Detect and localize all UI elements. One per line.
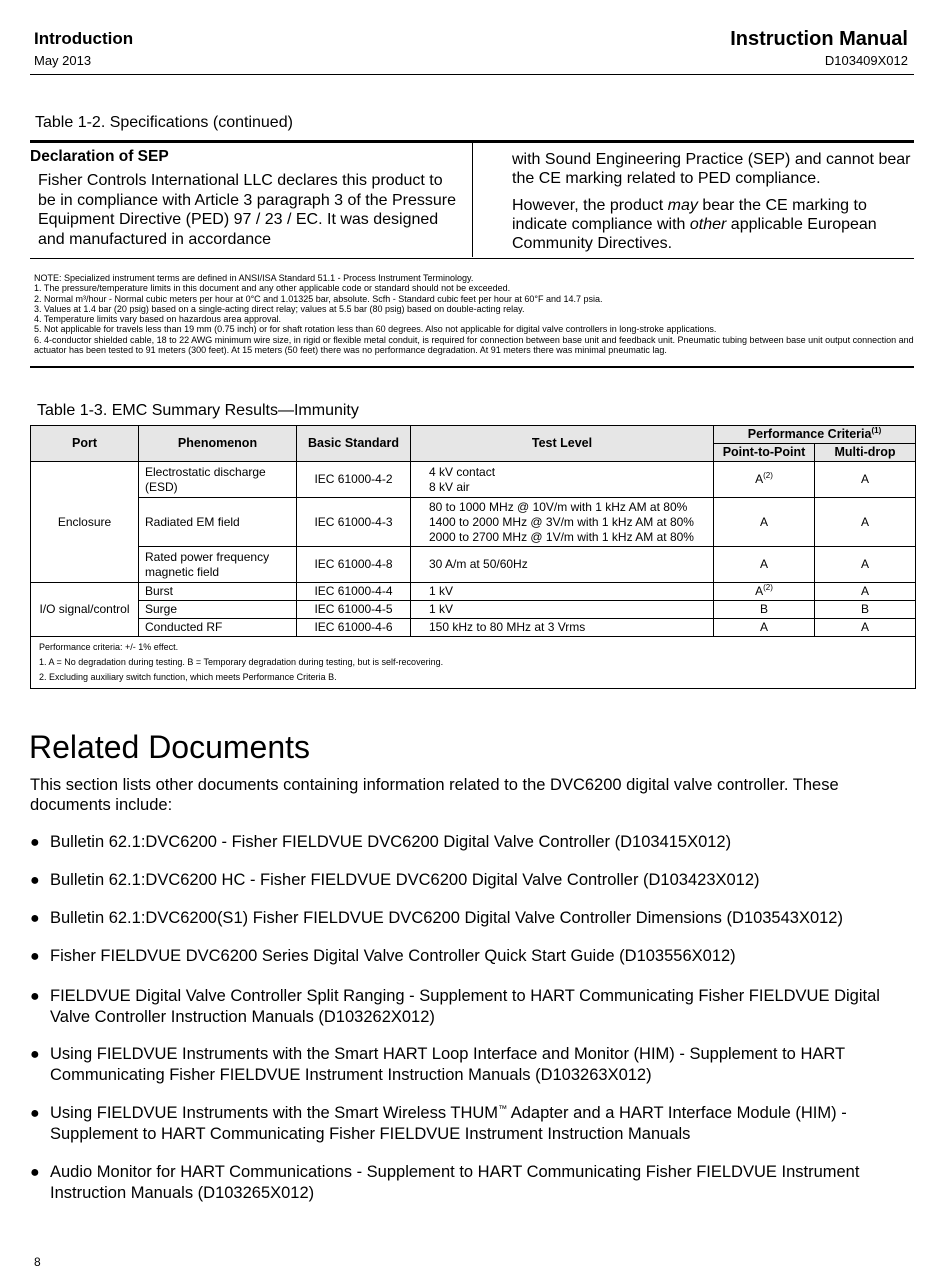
bullet-icon: ● [30, 1046, 40, 1063]
table-row [31, 583, 916, 601]
test-level-line: 80 to 1000 MHz @ 10V/m with 1 kHz AM at 80% [429, 499, 688, 514]
trademark-symbol: ™ [498, 1103, 508, 1114]
list-item [30, 832, 910, 853]
table-row [31, 498, 916, 547]
list-item-text: Adapter and a HART Interface Module (HIM) - Supplement to HART Communicating Fisher FIELDVUE Instrument Instruction Manuals [50, 1104, 847, 1143]
table-notes-cell [31, 637, 916, 689]
test-level-cell: 30 A/m at 50/60Hz [411, 547, 714, 583]
col-header-phenomenon: Phenomenon [139, 426, 297, 462]
col-header-multi-drop: Multi-drop [815, 444, 916, 462]
multi-drop-cell: A [815, 498, 916, 547]
manual-title: Instruction Manual [730, 28, 908, 50]
list-item-text: Bulletin 62.1:DVC6200 - Fisher FIELDVUE DVC6200 Digital Valve Controller (D103415X012) [50, 833, 732, 851]
table-1-2-caption: Table 1-2. Specifications (continued) [35, 114, 293, 131]
point-to-point-cell: B [714, 601, 815, 619]
phenomenon-cell: Surge [139, 601, 297, 619]
table-note: 1. A = No degradation during testing. B = Temporary degradation during testing, but is self-recovering. [39, 657, 444, 667]
table-note: 5. Not applicable for travels less than 19 mm (0.75 inch) or for shaft rotation less than 60 degrees. Also not applicable for digital valve controllers in long-stroke applications. [34, 324, 717, 335]
sep-right-text-2 [512, 196, 912, 253]
col-header-performance-criteria [714, 426, 916, 444]
bullet-icon: ● [30, 948, 40, 965]
phenomenon-cell: Burst [139, 583, 297, 601]
col-header-basic-standard: Basic Standard [297, 426, 411, 462]
test-level-line: 8 kV air [429, 479, 470, 494]
document-number: D103409X012 [824, 53, 908, 68]
test-level-line: 2000 to 2700 MHz @ 1V/m with 1 kHz AM at 80% [429, 529, 694, 544]
table-note: 2. Normal m³/hour - Normal cubic meters per hour at 0°C and 1.01325 bar, absolute. Scfh - Standard cubic feet per hour at 60°F and 14.7 psia. [34, 293, 603, 304]
list-item [30, 1044, 910, 1086]
list-item [30, 1103, 910, 1145]
test-level-line: 1400 to 2000 MHz @ 3V/m with 1 kHz AM at 80% [429, 514, 694, 529]
table-note: 6. 4-conductor shielded cable, 18 to 22 AWG minimum wire size, in rigid or flexible metal conduit, is required for connection between base unit and feedback unit. Pneumatic tubing between base unit output connection and actuator has been tested to 91 meters (300 feet). At 15 meters (50 feet) there was no performance degradation. At 91 meters there was minimal pneumatic lag. [34, 334, 914, 356]
port-enclosure: Enclosure [31, 462, 139, 583]
footnote-marker: (1) [871, 425, 882, 435]
multi-drop-cell: A [815, 547, 916, 583]
table-note: 2. Excluding auxiliary switch function, which meets Performance Criteria B. [39, 672, 337, 682]
standard-cell: IEC 61000-4-8 [297, 547, 411, 583]
table-1-2-column-divider [472, 143, 473, 257]
standard-cell: IEC 61000-4-3 [297, 498, 411, 547]
related-documents-heading: Related Documents [29, 729, 311, 765]
sep-right-column [512, 150, 912, 261]
bullet-icon: ● [30, 988, 40, 1005]
table-1-2-notes-rule [30, 366, 914, 368]
sep-right-text-1: with Sound Engineering Practice (SEP) and cannot bear the CE marking related to PED compliance. [512, 151, 911, 187]
standard-cell: IEC 61000-4-6 [297, 619, 411, 637]
emc-immunity-table [30, 425, 916, 689]
table-row [31, 462, 916, 498]
list-item-text: Using FIELDVUE Instruments with the Smart Wireless THUM [50, 1104, 499, 1122]
phenomenon-cell: Conducted RF [139, 619, 297, 637]
list-item-text: Bulletin 62.1:DVC6200(S1) Fisher FIELDVUE DVC6200 Digital Valve Controller Dimensions (D103543X012) [50, 909, 843, 927]
port-io-signal-control: I/O signal/control [31, 583, 139, 637]
multi-drop-cell: A [815, 462, 916, 498]
table-row [31, 547, 916, 583]
table-1-2-bottom-rule [30, 258, 914, 259]
table-note: NOTE: Specialized instrument terms are defined in ANSI/ISA Standard 51.1 - Process Instrument Terminology. [34, 273, 474, 283]
point-to-point-cell [714, 583, 815, 601]
test-level-cell: 150 kHz to 80 MHz at 3 Vrms [411, 619, 714, 637]
col-header-point-to-point: Point-to-Point [714, 444, 815, 462]
table-1-3-caption: Table 1-3. EMC Summary Results—Immunity [37, 402, 359, 419]
point-to-point-cell: A [714, 547, 815, 583]
multi-drop-cell: A [815, 619, 916, 637]
criteria-value: A [755, 584, 764, 598]
list-item-text: Audio Monitor for HART Communications - Supplement to HART Communicating Fisher FIELDVUE Instrument Instruction Manuals (D103265X012) [50, 1163, 860, 1202]
performance-criteria-label: Performance Criteria [747, 427, 872, 441]
list-item [30, 908, 910, 929]
list-item-text: Bulletin 62.1:DVC6200 HC - Fisher FIELDVUE DVC6200 Digital Valve Controller (D103423X012) [50, 871, 760, 889]
list-item-text: Fisher FIELDVUE DVC6200 Series Digital Valve Controller Quick Start Guide (D103556X012) [50, 947, 736, 965]
sep-left-text: Fisher Controls International LLC declares this product to be in compliance with Article 3 paragraph 3 of the Pressure Equipment Directive (PED) 97 / 23 / EC. It was designed and manufactured in accordance [38, 172, 457, 248]
col-header-port: Port [31, 426, 139, 462]
table-header-row [31, 426, 916, 444]
phenomenon-cell: Radiated EM field [139, 498, 297, 547]
header-divider [30, 74, 914, 75]
sep-text-segment: applicable European Community Directives. [512, 216, 877, 252]
table-row [31, 619, 916, 637]
table-note: 3. Values at 1.4 bar (20 psig) based on a single-acting direct relay; values at 5.5 bar (80 psig) based on double-acting relay. [34, 303, 525, 314]
bullet-icon: ● [30, 1164, 40, 1181]
bullet-icon: ● [30, 1105, 40, 1122]
sep-heading: Declaration of SEP [30, 148, 169, 165]
sep-text-emphasis: other [689, 216, 727, 233]
sep-text-emphasis: may [667, 197, 698, 214]
multi-drop-cell: B [815, 601, 916, 619]
standard-cell: IEC 61000-4-4 [297, 583, 411, 601]
list-item-text: Using FIELDVUE Instruments with the Smart HART Loop Interface and Monitor (HIM) - Supplement to HART Communicating Fisher FIELDVUE Instrument Instruction Manuals (D103263X012) [50, 1045, 845, 1084]
table-note: Performance criteria: +/- 1% effect. [39, 642, 179, 652]
footnote-marker: (2) [763, 583, 773, 592]
list-item [30, 1162, 910, 1204]
table-note: 4. Temperature limits vary based on hazardous area approval. [34, 314, 281, 325]
point-to-point-cell: A [714, 619, 815, 637]
sep-text-segment: bear the CE marking to indicate compliance with [512, 197, 867, 233]
publication-date: May 2013 [34, 53, 92, 68]
criteria-value: A [755, 472, 764, 486]
bullet-icon: ● [30, 872, 40, 889]
table-note: 1. The pressure/temperature limits in this document and any other applicable code or standard should not be exceeded. [34, 283, 511, 294]
col-header-test-level: Test Level [411, 426, 714, 462]
sep-left-column [30, 148, 470, 249]
sep-text-segment: However, the product [512, 197, 668, 214]
page-number: 8 [34, 1255, 41, 1269]
test-level-cell: 1 kV [411, 583, 714, 601]
bullet-icon: ● [30, 834, 40, 851]
table-notes-row [31, 637, 916, 689]
phenomenon-cell: Rated power frequency magnetic field [139, 547, 297, 583]
footnote-marker: (2) [763, 471, 773, 480]
list-item-text: FIELDVUE Digital Valve Controller Split Ranging - Supplement to HART Communicating Fisher FIELDVUE Digital Valve Controller Instruction Manuals (D103262X012) [50, 987, 880, 1026]
table-1-2-notes [34, 273, 914, 355]
test-level-cell: 1 kV [411, 601, 714, 619]
phenomenon-cell: Electrostatic discharge (ESD) [139, 462, 297, 498]
test-level-cell [411, 462, 714, 498]
point-to-point-cell: A [714, 498, 815, 547]
point-to-point-cell [714, 462, 815, 498]
list-item [30, 870, 910, 891]
bullet-icon: ● [30, 910, 40, 927]
standard-cell: IEC 61000-4-2 [297, 462, 411, 498]
list-item [30, 946, 910, 967]
related-documents-intro: This section lists other documents containing information related to the DVC6200 digital valve controller. These documents include: [30, 776, 839, 814]
test-level-cell [411, 498, 714, 547]
table-row [31, 601, 916, 619]
list-item [30, 986, 910, 1028]
test-level-line: 4 kV contact [429, 464, 496, 479]
standard-cell: IEC 61000-4-5 [297, 601, 411, 619]
multi-drop-cell: A [815, 583, 916, 601]
section-title: Introduction [34, 29, 134, 48]
